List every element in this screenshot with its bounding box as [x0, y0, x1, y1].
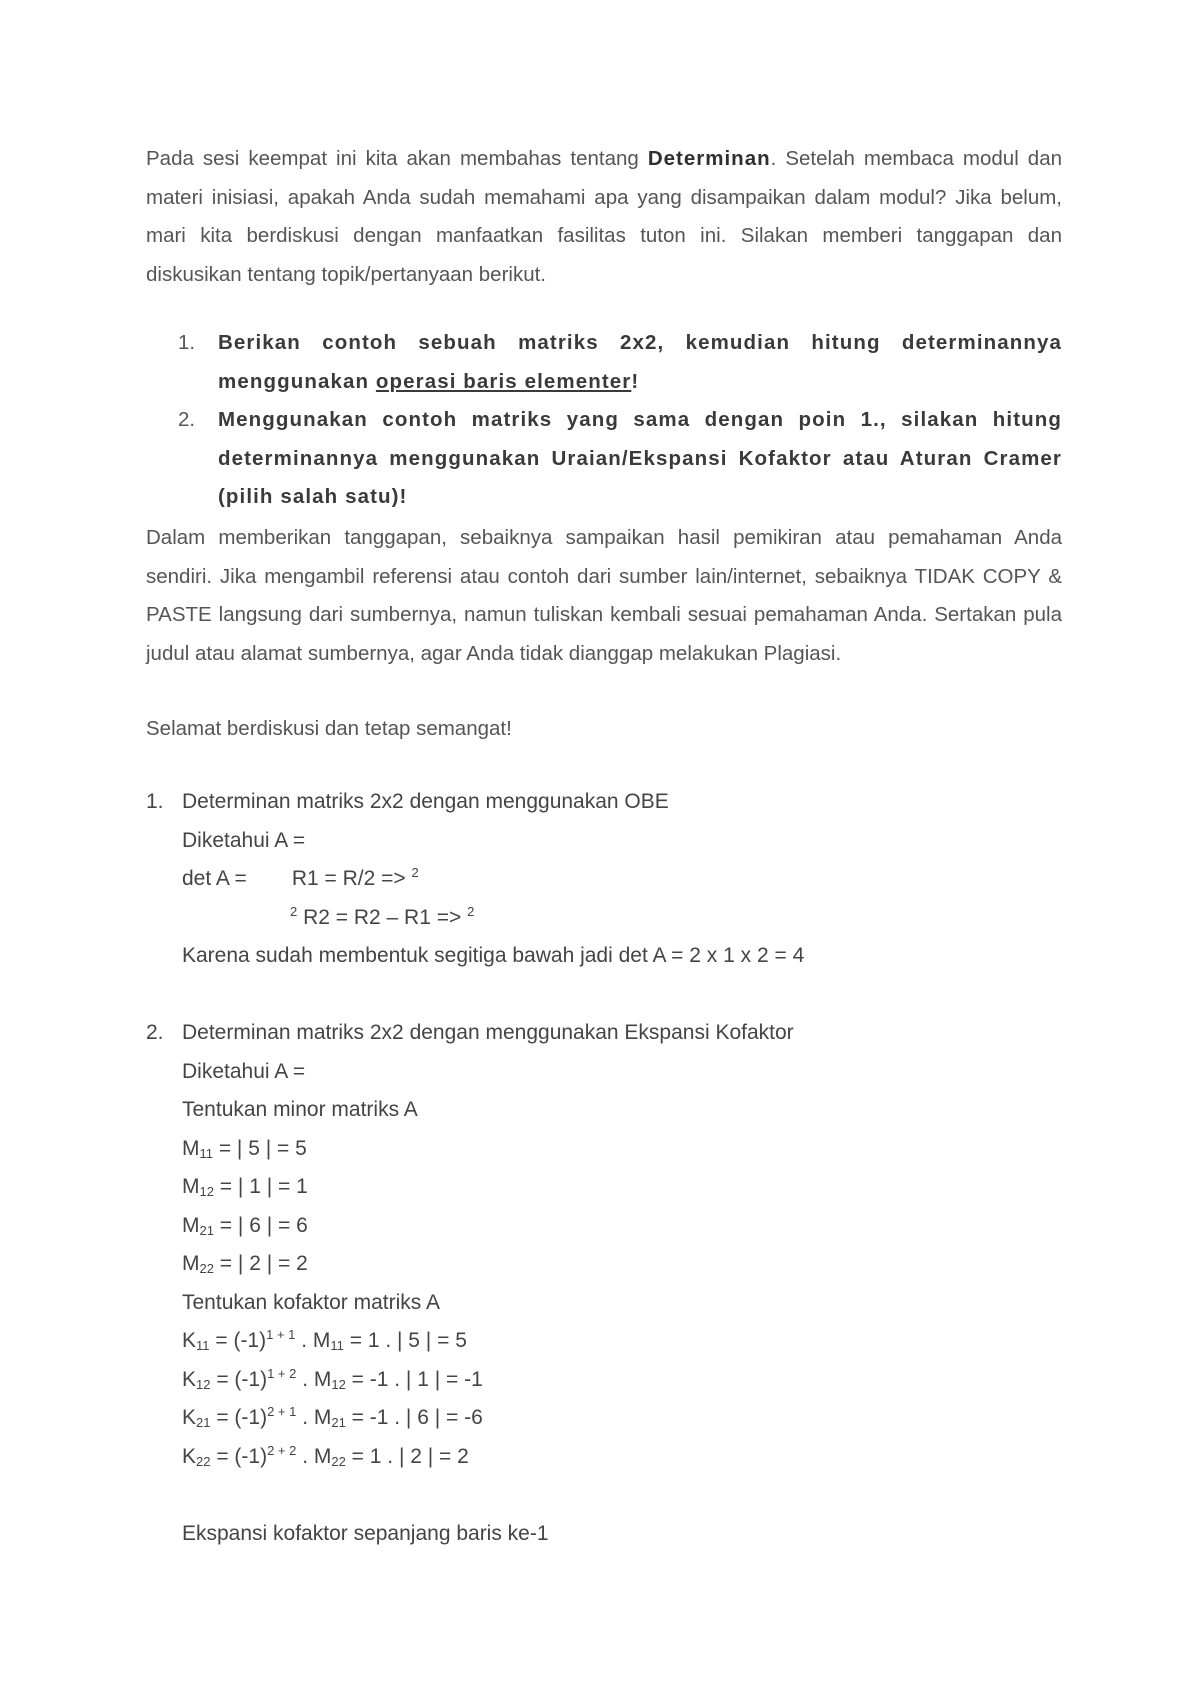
answer-block-obe [146, 783, 1062, 976]
question-item [178, 324, 1062, 401]
minor-line: $M_{11}$ = | 5 | = 5 [182, 1136, 307, 1161]
cofactor-heading: Tentukan kofaktor matriks A [182, 1290, 440, 1314]
question-punctuation: ! [631, 369, 640, 393]
minor-line: $M_{12}$ = | 1 | = 1 [182, 1175, 308, 1199]
answer-title: Determinan matriks 2x2 dengan menggunakan OBE [182, 790, 669, 813]
question-underlined-term: operasi baris elementer [375, 369, 632, 393]
obe-superscript: 2 [467, 903, 475, 919]
obe-step-2-text: R2 = R2 – R1 => [297, 905, 468, 929]
question-item [178, 401, 1062, 517]
question-number: 1. [178, 331, 196, 354]
intro-paragraph [146, 140, 1062, 294]
question-text: Menggunakan contoh matriks yang sama dengan poin 1., silakan hitung determinannya menggunakan Uraian/Ekspansi Kofaktor atau Aturan Cramer (pilih salah satu)! [218, 408, 1062, 508]
question-list [178, 324, 1062, 517]
obe-conclusion: Karena sudah membentuk segitiga bawah jadi det A = 2 x 1 x 2 = 4 [182, 944, 805, 967]
expansion-line: Ekspansi kofaktor sepanjang baris ke-1 [182, 1521, 549, 1545]
intro-text-end: . Setelah membaca modul dan materi inisiasi, apakah Anda sudah memahami apa yang disampaikan dalam modul? Jika belum, mari kita berdiskusi dengan manfaatkan fasilitas tuton ini. Silakan memberi tanggapan dan diskusikan tentang topik/pertanyaan berikut. [146, 147, 1062, 286]
question-number: 2. [178, 408, 196, 431]
cofactor-line: $K_{11} = (-1)^{1 + 1}$ . $M_{11} = 1$ . | 5 | = 5 [182, 1327, 467, 1353]
cofactor-line: $K_{12} = (-1)^{1 + 2}$ . $M_{12} = -1$ . | 1 | = -1 [182, 1365, 483, 1392]
question-text: Berikan contoh sebuah matriks 2x2, kemudian hitung determinannya menggunakan [218, 331, 1062, 393]
answer-given: Diketahui A = [182, 1059, 306, 1083]
answer-title: Determinan matriks 2x2 dengan menggunakan Ekspansi Kofaktor [182, 1021, 794, 1044]
obe-step-1-text: R1 = R/2 => [291, 867, 412, 890]
obe-superscript: 2 [411, 865, 419, 880]
obe-step-2 [182, 899, 1062, 938]
answer-number: 2. [146, 1021, 164, 1044]
intro-bold-term: Determinan [647, 147, 771, 170]
greeting-line: Selamat berdiskusi dan tetap semangat! [146, 717, 512, 740]
minor-line: $M_{21}$ = | 6 | = 6 [182, 1213, 308, 1238]
minor-heading: Tentukan minor matriks A [182, 1098, 418, 1121]
instructions-paragraph: Dalam memberikan tanggapan, sebaiknya sampaikan hasil pemikiran atau pemahaman Anda sendiri. Jika mengambil referensi atau contoh dari sumber lain/internet, sebaiknya TIDAK COPY & PASTE langsung dari sumbernya, namun tuliskan kembali sesuai pemahaman Anda. Sertakan pula judul atau alamat sumbernya, agar Anda tidak dianggap melakukan Plagiasi. [146, 526, 1062, 665]
det-label: det A = [182, 867, 247, 890]
answer-block-cofactor [146, 1014, 1062, 1553]
minor-line: $M_{22}$ = | 2 | = 2 [182, 1252, 308, 1276]
answers-section [146, 783, 1062, 1553]
answer-given: Diketahui A = [182, 828, 306, 852]
answer-number: 1. [146, 790, 164, 813]
cofactor-line: $K_{22} = (-1)^{2 + 2}$ . $M_{22} = 1$ . | 2 | = 2 [182, 1442, 469, 1469]
intro-text-start: Pada sesi keempat ini kita akan membahas tentang [146, 147, 648, 170]
cofactor-line: $K_{21} = (-1)^{2 + 1}$ . $M_{21} = -1$ . | 6 | = -6 [182, 1404, 483, 1430]
obe-superscript: 2 [290, 903, 298, 919]
obe-step-1 [182, 860, 1062, 899]
